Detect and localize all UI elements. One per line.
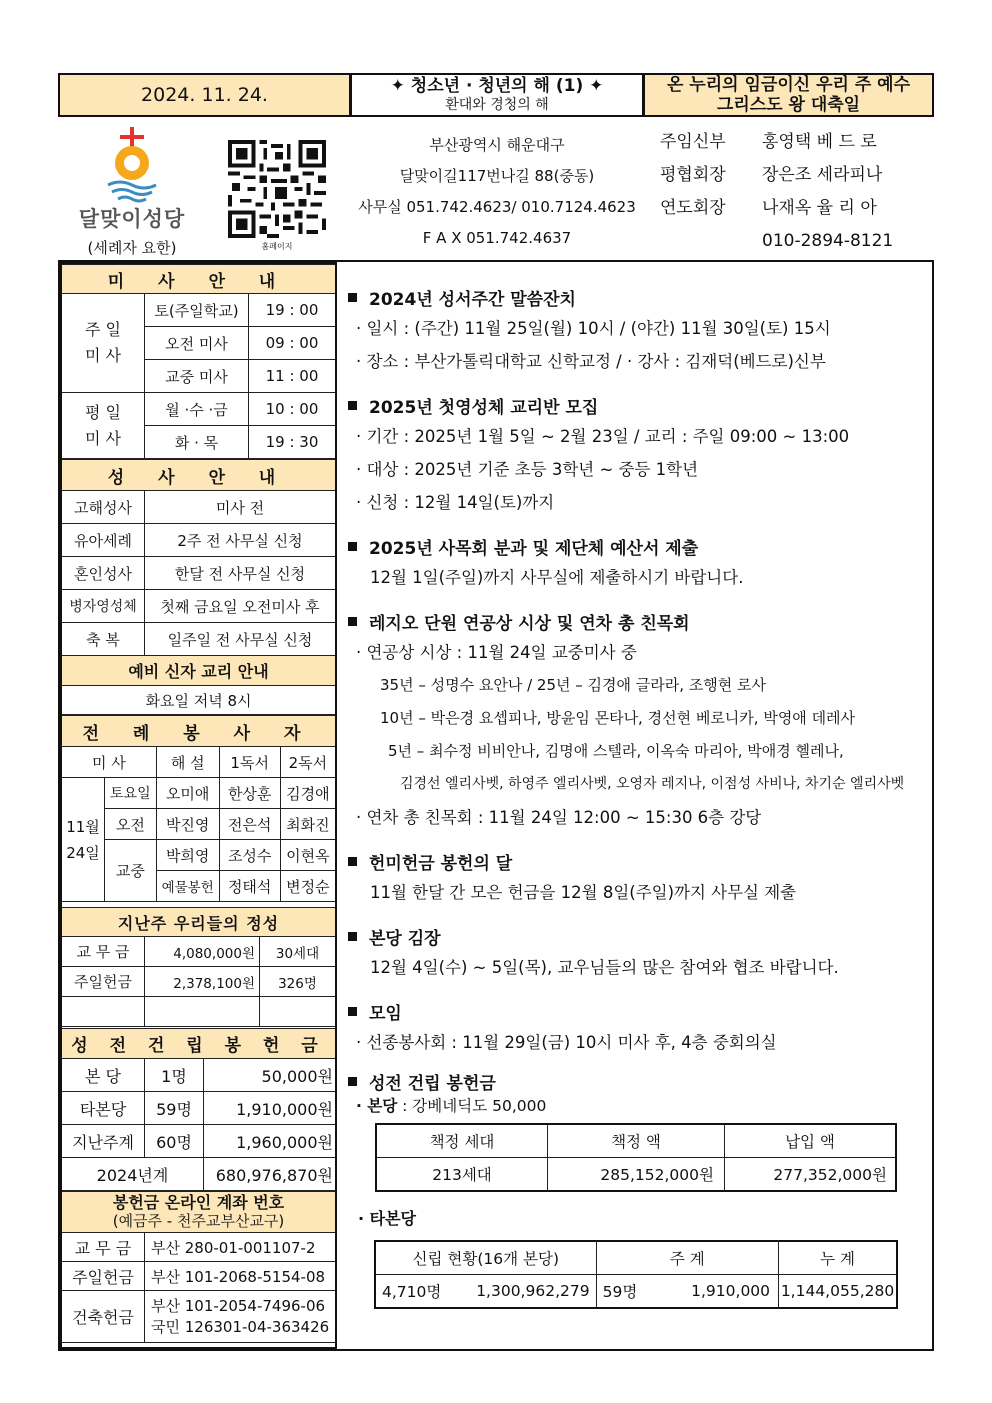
liturgy-reader-2: 김경애 — [280, 778, 335, 809]
bullet-square-icon — [348, 1077, 357, 1086]
notice-offering-month — [348, 846, 928, 909]
offertory-label: 예물봉헌 — [156, 871, 219, 902]
sacrament-value: 미사 전 — [145, 491, 336, 524]
account-number: 국민 126301-04-363426 — [151, 1317, 330, 1336]
notice-line: · 연공상 시상 : 11월 24일 교중미사 중 — [356, 643, 637, 662]
bullet-square-icon — [348, 1007, 357, 1016]
liturgy-header: 2독서 — [280, 747, 335, 778]
sacraments-title: 성 사 안 내 — [62, 460, 336, 491]
notice-title: 2024년 성서주간 말씀잔치 — [369, 289, 576, 310]
notice-line: 11월 한달 간 모은 헌금을 12월 8일(주일)까지 사무실 제출 — [370, 883, 797, 902]
notice-line: 35년 – 성명수 요안나 / 25년 – 김경애 글라라, 조행현 로사 — [380, 676, 766, 694]
staff-name: 장은조 세라피나 — [762, 165, 883, 185]
feast-line-1: 온 누리의 임금이신 우리 주 예수 — [666, 75, 911, 95]
mass-name: 월 ·수 ·금 — [145, 393, 249, 426]
divider — [58, 1349, 934, 1351]
mass-name: 오전 미사 — [145, 327, 249, 360]
catechism-time: 화요일 저녁 8시 — [62, 686, 336, 715]
notice-line: · 신청 : 12월 14일(토)까지 — [356, 493, 555, 512]
theme-title: 청소년 · 청년의 해 (1) — [410, 76, 584, 96]
fund-paid: 277,352,000원 — [725, 1158, 897, 1192]
notice-line: · 장소 : 부산가톨릭대학교 신학교정 / · 강사 : 김재덕(베드로)신부 — [356, 352, 826, 371]
moon-cross-icon — [92, 125, 172, 205]
other-parish-label: · 타본당 — [358, 1209, 417, 1228]
liturgy-header: 해 설 — [156, 747, 219, 778]
mass-time: 10 : 00 — [249, 393, 336, 426]
fund-households: 213세대 — [376, 1158, 548, 1192]
staff-role: 주임신부 — [660, 132, 726, 152]
bulletin-date: 2024. 11. 24. — [58, 73, 351, 117]
offering-title: 지난주 우리들의 정성 — [62, 908, 336, 937]
notice-line: · 일시 : (주간) 11월 25일(월) 10시 / (야간) 11월 30일(토) 15시 — [356, 319, 831, 338]
staff-row — [660, 126, 910, 159]
staff-name: 홍영택 베 드 로 — [762, 132, 877, 152]
mass-schedule-table — [61, 264, 336, 459]
homepage-qr-code[interactable] — [228, 140, 326, 238]
mass-name: 토(주일학교) — [145, 294, 249, 327]
building-count: 59명 — [145, 1092, 204, 1125]
staff-role: 평협회장 — [660, 165, 726, 185]
building-name: 지난주계 — [62, 1125, 145, 1158]
liturgy-servers-table — [61, 715, 336, 902]
liturgy-header: 미 사 — [62, 747, 157, 778]
notice-title: 본당 김장 — [369, 928, 441, 949]
divider — [932, 260, 934, 1351]
bullet-square-icon — [348, 542, 357, 551]
building-offering-table — [61, 1028, 336, 1191]
notice-line: 김경선 엘리사벳, 하영주 엘리사벳, 오영자 레지나, 이점성 사비나, 차기순 엘리사벳 — [400, 776, 905, 792]
bullet-square-icon — [348, 293, 357, 302]
fund-header: 책정 액 — [548, 1124, 725, 1158]
liturgy-mass: 오전 — [105, 809, 157, 840]
accounts-subtitle: (예금주 - 천주교부산교구) — [112, 1212, 285, 1230]
main-parish-fund-table — [375, 1123, 897, 1192]
liturgy-mass: 교중 — [105, 840, 157, 902]
building-amount: 1,910,000원 — [204, 1092, 336, 1125]
sacrament-name: 혼인성사 — [62, 557, 145, 590]
notice-title: 헌미헌금 봉헌의 달 — [369, 853, 513, 874]
bullet-square-icon — [348, 401, 357, 410]
parish-logo — [70, 125, 194, 255]
bank-accounts-table — [61, 1191, 336, 1343]
year-theme — [350, 73, 644, 117]
sacrament-name: 유아세례 — [62, 524, 145, 557]
sacrament-value: 첫째 금요일 오전미사 후 — [145, 590, 336, 623]
fund-week-count: 59명 — [596, 1275, 654, 1309]
account-number: 부산 101-2068-5154-08 — [145, 1262, 336, 1291]
address-line-1: 부산광역시 해운대구 — [429, 136, 565, 154]
offering-name: 교 무 금 — [62, 937, 145, 967]
building-year-total: 680,976,870원 — [204, 1158, 336, 1191]
notice-line: 12월 1일(주일)까지 사무실에 제출하시기 바랍니다. — [370, 568, 744, 587]
notice-title: 레지오 단원 연공상 시상 및 연차 총 친목회 — [369, 613, 690, 634]
cross-icon: ✦ — [589, 76, 604, 96]
fund-week-amount: 1,910,000 — [655, 1275, 779, 1309]
building-amount: 50,000원 — [204, 1059, 336, 1092]
account-name: 건축헌금 — [62, 1291, 145, 1343]
parish-address-block — [350, 130, 644, 254]
notice-title: 모임 — [369, 1003, 402, 1024]
liturgy-date: 11월 24일 — [62, 778, 105, 902]
building-count: 1명 — [145, 1059, 204, 1092]
fund-cumulative: 1,144,055,280 — [779, 1275, 897, 1309]
sacrament-name: 병자영성체 — [62, 590, 145, 623]
bullet-square-icon — [348, 857, 357, 866]
mass-time: 19 : 30 — [249, 426, 336, 459]
liturgy-reader-1: 한상훈 — [219, 778, 280, 809]
liturgy-reader-2: 최화진 — [280, 809, 335, 840]
catechism-title: 예비 신자 교리 안내 — [62, 656, 336, 686]
fund-header: 주 계 — [596, 1241, 778, 1275]
sacrament-name: 고해성사 — [62, 491, 145, 524]
notice-line: · 대상 : 2025년 기준 초등 3학년 ~ 중등 1학년 — [356, 460, 699, 479]
address-line-2: 달맞이길117번나길 88(중동) — [399, 167, 595, 185]
notice-kimchi — [348, 921, 928, 984]
parish-name: 달맞이성당 — [78, 207, 186, 231]
account-number: 부산 280-01-001107-2 — [145, 1233, 336, 1262]
notice-building-fund — [348, 1067, 928, 1309]
feast-title — [643, 73, 934, 117]
notice-budget — [348, 531, 928, 594]
sacrament-name: 축 복 — [62, 623, 145, 656]
fax-number: F A X 051.742.4637 — [422, 229, 572, 247]
staff-role: 연도회장 — [660, 198, 726, 218]
offertory-server-1: 정태석 — [219, 871, 280, 902]
mass-title: 미 사 안 내 — [62, 265, 336, 294]
liturgy-reader-2: 이현옥 — [280, 840, 335, 871]
fund-applicants: 4,710명 — [375, 1275, 454, 1309]
staff-phone: 010-2894-8121 — [762, 231, 894, 251]
fund-header: 누 계 — [779, 1241, 897, 1275]
notice-bible-week — [348, 282, 928, 378]
mass-name: 화 · 목 — [145, 426, 249, 459]
divider — [58, 260, 60, 1351]
staff-list — [660, 126, 910, 258]
fund-pledged: 285,152,000원 — [548, 1158, 725, 1192]
fund-header: 책정 세대 — [376, 1124, 548, 1158]
notice-first-communion — [348, 390, 928, 519]
offering-amount: 4,080,000원 — [145, 937, 260, 967]
liturgy-title: 전 례 봉 사 자 — [62, 716, 336, 747]
bullet-square-icon — [348, 932, 357, 941]
office-phone: 사무실 051.742.4623/ 010.7124.4623 — [358, 198, 636, 216]
account-name: 주일헌금 — [62, 1262, 145, 1291]
liturgy-commentator: 박희영 — [156, 840, 219, 871]
accounts-title: 봉헌금 온라인 계좌 번호 — [112, 1193, 285, 1212]
qr-caption: 홈페이지 — [261, 242, 293, 251]
sacrament-value: 일주일 전 사무실 신청 — [145, 623, 336, 656]
fund-header: 납입 액 — [725, 1124, 897, 1158]
notice-title: 2025년 사목회 분과 및 제단체 예산서 제출 — [369, 538, 699, 559]
building-amount: 1,960,000원 — [204, 1125, 336, 1158]
other-parish-fund-table — [374, 1240, 898, 1309]
liturgy-commentator: 박진영 — [156, 809, 219, 840]
sunday-mass-label: 주 일 미 사 — [62, 294, 145, 393]
sacraments-table — [61, 459, 336, 715]
building-year-label: 2024년계 — [62, 1158, 204, 1191]
mass-name: 교중 미사 — [145, 360, 249, 393]
bullet-square-icon — [348, 617, 357, 626]
main-parish-donation — [348, 1095, 928, 1117]
offering-table — [61, 907, 336, 1027]
building-name: 타본당 — [62, 1092, 145, 1125]
main-parish-label: · 본당 — [356, 1097, 398, 1115]
notice-line: · 기간 : 2025년 1월 5일 ~ 2월 23일 / 교리 : 주일 09:00 ~ 13:00 — [356, 427, 850, 446]
left-sidebar — [61, 264, 336, 1343]
notice-line: 12월 4일(수) ~ 5일(목), 교우님들의 많은 참여와 협조 바랍니다. — [370, 958, 839, 977]
notice-title: 성전 건립 봉헌금 — [369, 1073, 496, 1094]
staff-row — [660, 192, 910, 225]
sacrament-value: 2주 전 사무실 신청 — [145, 524, 336, 557]
staff-name: 나재옥 율 리 아 — [762, 198, 877, 218]
parish-patron: (세례자 요한) — [87, 239, 177, 257]
mass-time: 09 : 00 — [249, 327, 336, 360]
building-title: 성 전 건 립 봉 헌 금 — [62, 1029, 336, 1059]
weekday-mass-label: 평 일 미 사 — [62, 393, 145, 459]
notice-line: · 선종봉사회 : 11월 29일(금) 10시 미사 후, 4층 중회의실 — [356, 1033, 777, 1052]
account-number: 부산 101-2054-7496-06 — [151, 1296, 326, 1315]
divider — [58, 260, 934, 262]
mass-time: 11 : 00 — [249, 360, 336, 393]
liturgy-reader-1: 조성수 — [219, 840, 280, 871]
offering-amount: 2,378,100원 — [145, 967, 260, 997]
offering-count: 30세대 — [260, 937, 336, 967]
offering-name: 주일헌금 — [62, 967, 145, 997]
theme-subtitle: 환대와 경청의 해 — [445, 97, 549, 113]
offering-count: 326명 — [260, 967, 336, 997]
offertory-server-2: 변정순 — [280, 871, 335, 902]
notices — [348, 282, 928, 1309]
notice-line: 5년 – 최수정 비비안나, 김명애 스텔라, 이옥숙 마리아, 박애경 헬레나, — [388, 742, 844, 760]
fund-header: 신립 현황(16개 본당) — [375, 1241, 596, 1275]
building-name: 본 당 — [62, 1059, 145, 1092]
staff-row — [660, 159, 910, 192]
liturgy-reader-1: 전은석 — [219, 809, 280, 840]
notice-title: 2025년 첫영성체 교리반 모집 — [369, 397, 599, 418]
fund-applicant-amount: 1,300,962,279 — [454, 1275, 596, 1309]
main-parish-value: : 강베네딕도 50,000 — [397, 1097, 547, 1115]
feast-line-2: 그리스도 왕 대축일 — [716, 95, 861, 115]
liturgy-mass: 토요일 — [105, 778, 157, 809]
notice-line: · 연차 총 친목회 : 11월 24일 12:00 ~ 15:30 6층 강당 — [356, 808, 762, 827]
cross-icon: ✦ — [390, 76, 405, 96]
liturgy-header: 1독서 — [219, 747, 280, 778]
account-name: 교 무 금 — [62, 1233, 145, 1262]
notice-line: 10년 – 박은경 요셉피나, 방윤임 몬타나, 경선현 베로니카, 박영애 데레사 — [380, 709, 856, 727]
liturgy-commentator: 오미애 — [156, 778, 219, 809]
building-count: 60명 — [145, 1125, 204, 1158]
notice-meeting — [348, 996, 928, 1059]
notice-legio — [348, 606, 928, 834]
mass-time: 19 : 00 — [249, 294, 336, 327]
sacrament-value: 한달 전 사무실 신청 — [145, 557, 336, 590]
